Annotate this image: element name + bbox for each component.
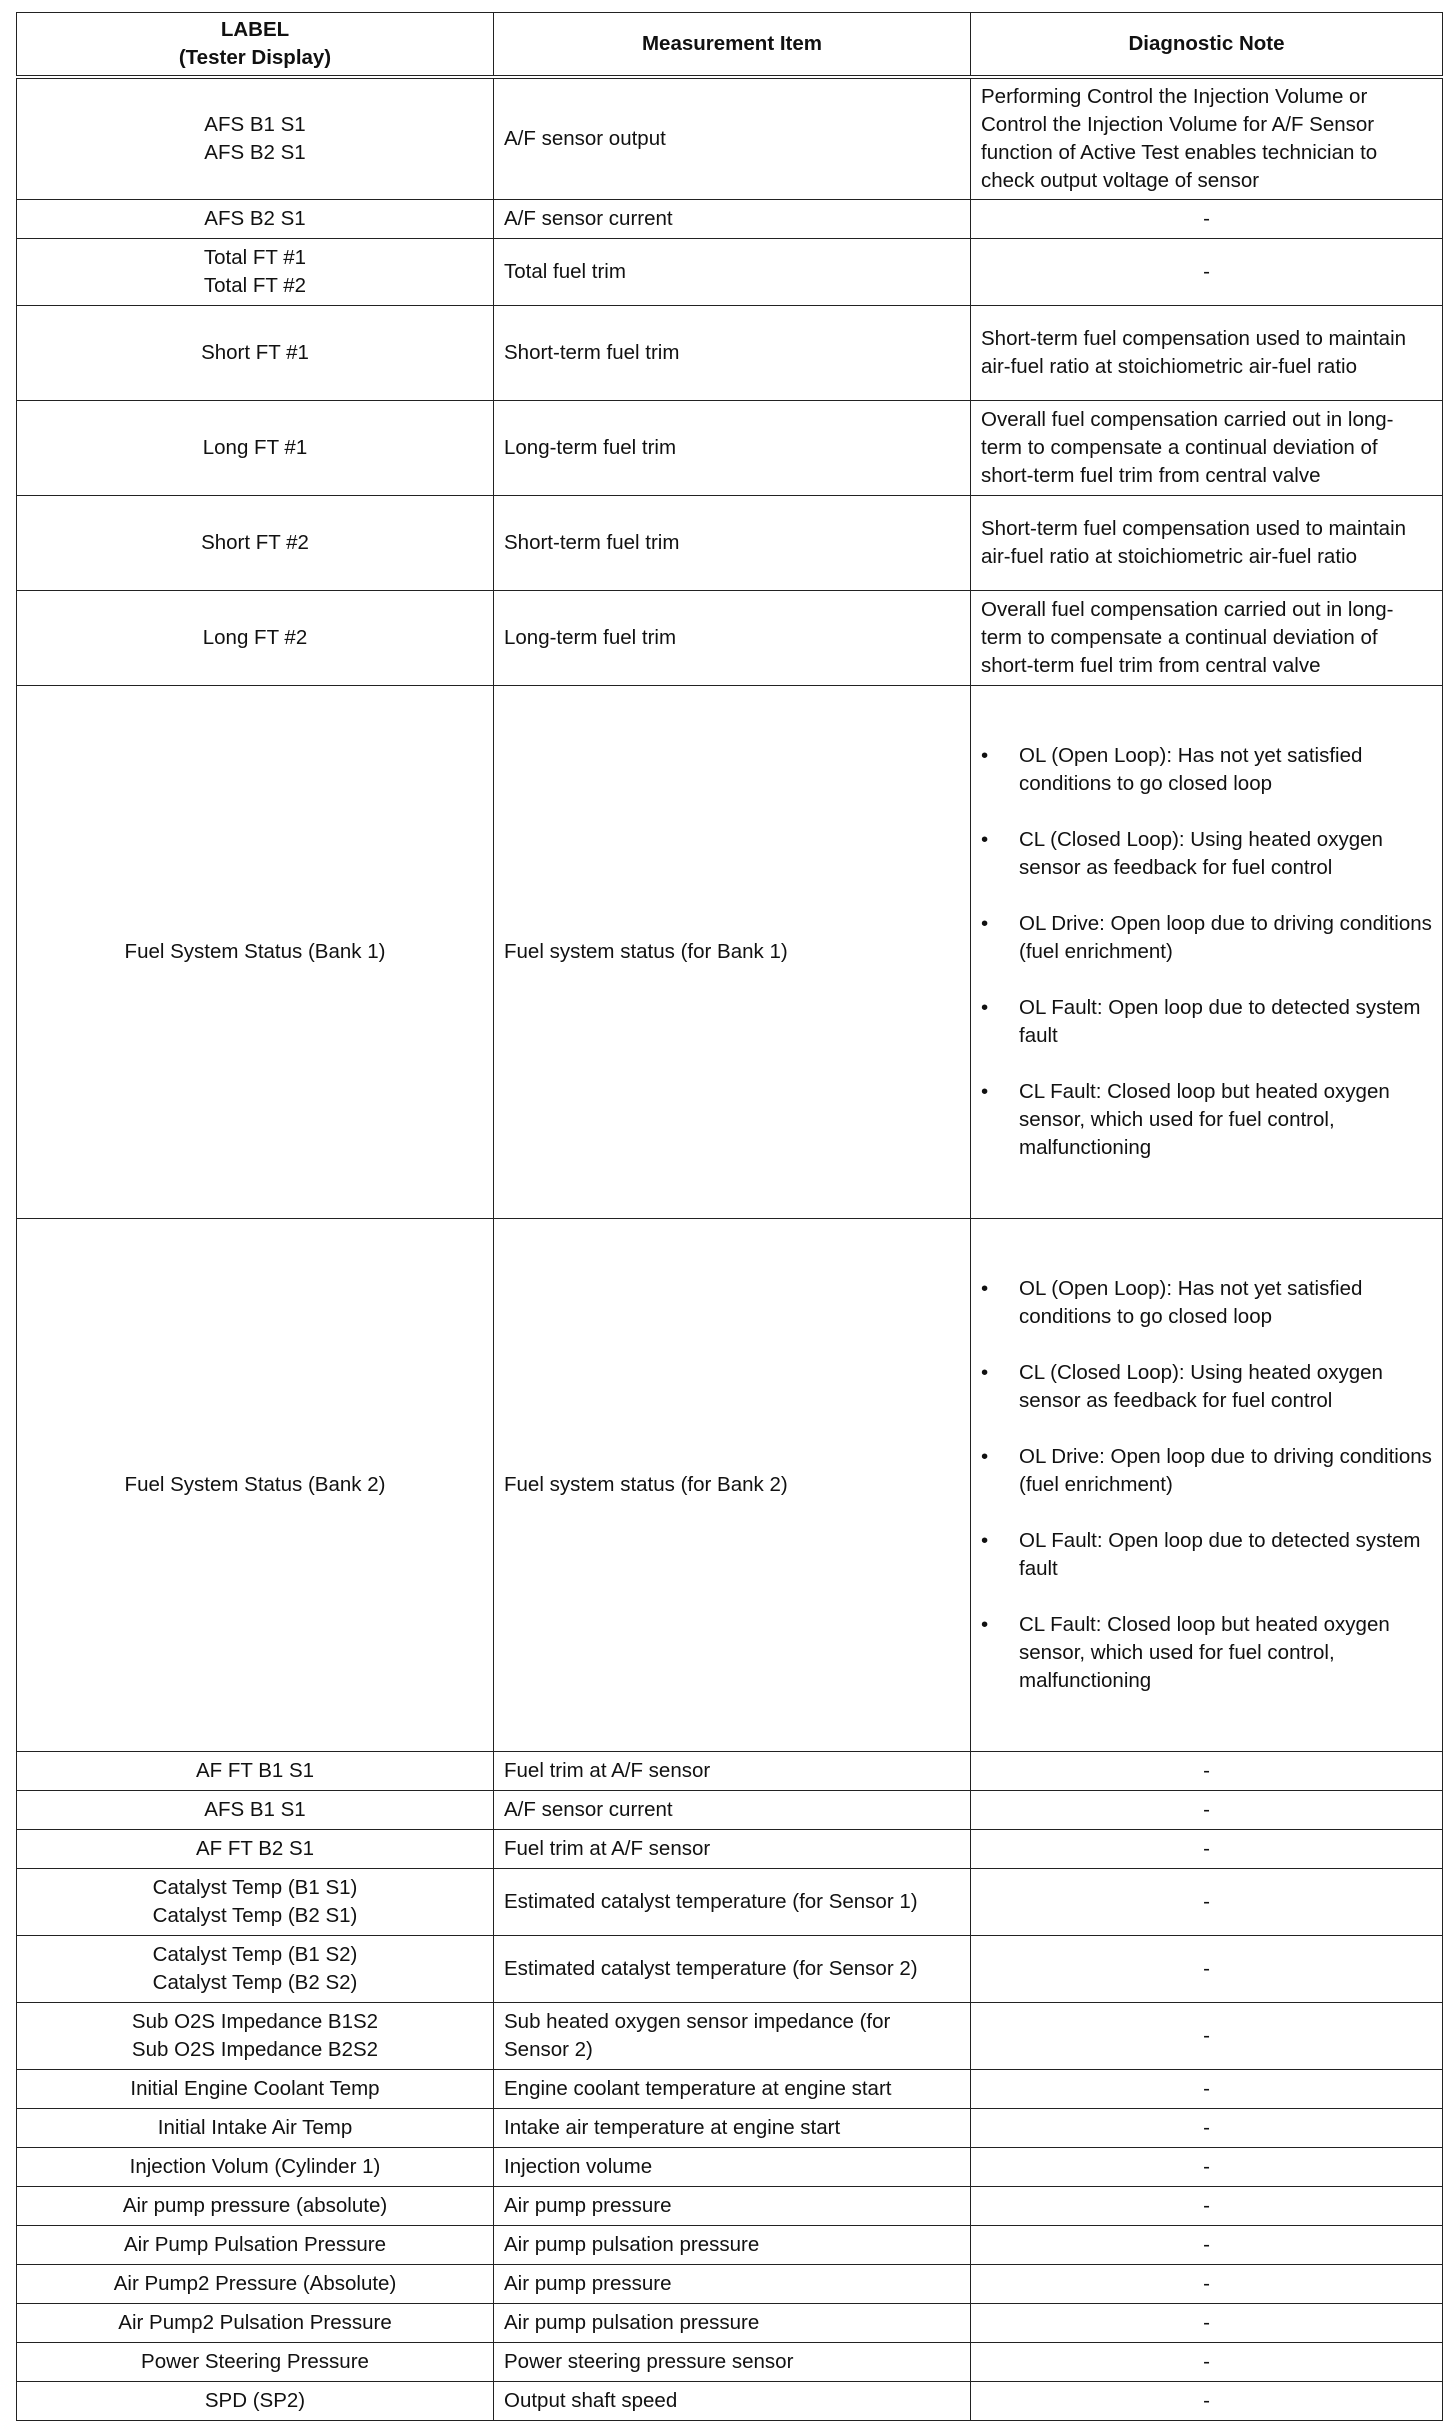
measurement-cell: Total fuel trim	[494, 238, 971, 305]
measurement-cell: Short-term fuel trim	[494, 305, 971, 400]
bullet-item: • CL Fault: Closed loop but heated oxygen sensor, which used for fuel control, malfunctioning	[979, 1611, 1438, 1695]
table-row	[17, 77, 1443, 199]
note-cell: Overall fuel compensation carried out in long-term to compensate a continual deviation of short-term fuel trim from central valve	[971, 400, 1443, 495]
note-cell: -	[971, 2069, 1443, 2108]
measurement-cell: Engine coolant temperature at engine start	[494, 2069, 971, 2108]
table-row	[17, 2002, 1443, 2069]
label-cell: Air Pump2 Pulsation Pressure	[17, 2303, 494, 2342]
table-row	[17, 1790, 1443, 1829]
table-row	[17, 2186, 1443, 2225]
note-cell: Short-term fuel compensation used to maintain air-fuel ratio at stoichiometric air-fuel ratio	[971, 495, 1443, 590]
label-cell: Injection Volum (Cylinder 1)	[17, 2147, 494, 2186]
label-cell: AFS B1 S1 AFS B2 S1	[17, 77, 494, 199]
note-cell: -	[971, 1868, 1443, 1935]
table-row	[17, 199, 1443, 238]
note-cell: -	[971, 2186, 1443, 2225]
table-row	[17, 1218, 1443, 1751]
bullet-item: • OL Drive: Open loop due to driving conditions (fuel enrichment)	[979, 910, 1438, 966]
table-row	[17, 2381, 1443, 2420]
table-row	[17, 2303, 1443, 2342]
measurement-cell: Fuel trim at A/F sensor	[494, 1829, 971, 1868]
label-cell: Air pump pressure (absolute)	[17, 2186, 494, 2225]
table-row	[17, 305, 1443, 400]
note-cell: Performing Control the Injection Volume or Control the Injection Volume for A/F Sensor function of Active Test enables technician to check output voltage of sensor	[971, 77, 1443, 199]
label-cell: Air Pump Pulsation Pressure	[17, 2225, 494, 2264]
measurement-cell: Fuel system status (for Bank 1)	[494, 685, 971, 1218]
measurement-cell: Long-term fuel trim	[494, 400, 971, 495]
note-cell: -	[971, 1751, 1443, 1790]
label-cell: Air Pump2 Pressure (Absolute)	[17, 2264, 494, 2303]
label-cell: AFS B2 S1	[17, 199, 494, 238]
note-cell: -	[971, 238, 1443, 305]
note-cell: -	[971, 2381, 1443, 2420]
measurement-cell: A/F sensor output	[494, 77, 971, 199]
note-cell: -	[971, 199, 1443, 238]
header-label-line1: LABEL	[220, 18, 290, 41]
note-cell: -	[971, 2303, 1443, 2342]
measurement-cell: Air pump pulsation pressure	[494, 2303, 971, 2342]
measurement-cell: Air pump pressure	[494, 2186, 971, 2225]
note-cell	[971, 685, 1443, 1218]
bullet-item: • OL Fault: Open loop due to detected system fault	[979, 994, 1438, 1050]
table-row	[17, 2147, 1443, 2186]
header-measurement: Measurement Item	[494, 13, 971, 78]
table-row	[17, 1829, 1443, 1868]
data-list-table	[16, 12, 1443, 2421]
note-cell: -	[971, 1829, 1443, 1868]
note-cell: -	[971, 2264, 1443, 2303]
document-page	[16, 12, 1443, 2421]
table-header	[17, 13, 1443, 78]
table-row	[17, 2264, 1443, 2303]
measurement-cell: Output shaft speed	[494, 2381, 971, 2420]
table-body	[17, 77, 1443, 2420]
bullet-item: • OL Fault: Open loop due to detected system fault	[979, 1527, 1438, 1583]
measurement-cell: A/F sensor current	[494, 199, 971, 238]
table-row	[17, 400, 1443, 495]
table-row	[17, 2069, 1443, 2108]
note-cell: -	[971, 2108, 1443, 2147]
note-cell: -	[971, 2225, 1443, 2264]
label-cell: Long FT #2	[17, 590, 494, 685]
header-note: Diagnostic Note	[971, 13, 1443, 78]
measurement-cell: Air pump pressure	[494, 2264, 971, 2303]
label-cell: Initial Intake Air Temp	[17, 2108, 494, 2147]
table-row	[17, 495, 1443, 590]
label-cell: Initial Engine Coolant Temp	[17, 2069, 494, 2108]
measurement-cell: Air pump pulsation pressure	[494, 2225, 971, 2264]
measurement-cell: Sub heated oxygen sensor impedance (for Sensor 2)	[494, 2002, 971, 2069]
note-cell: -	[971, 2342, 1443, 2381]
bullet-item: • OL (Open Loop): Has not yet satisfied conditions to go closed loop	[979, 742, 1438, 798]
table-row	[17, 2108, 1443, 2147]
header-label	[17, 13, 494, 78]
table-row	[17, 1935, 1443, 2002]
bullet-item: • CL Fault: Closed loop but heated oxygen sensor, which used for fuel control, malfunctioning	[979, 1078, 1438, 1162]
measurement-cell: A/F sensor current	[494, 1790, 971, 1829]
label-cell: Fuel System Status (Bank 1)	[17, 685, 494, 1218]
measurement-cell: Estimated catalyst temperature (for Sensor 1)	[494, 1868, 971, 1935]
label-cell: Catalyst Temp (B1 S2) Catalyst Temp (B2 S2)	[17, 1935, 494, 2002]
bullet-item: • OL Drive: Open loop due to driving conditions (fuel enrichment)	[979, 1443, 1438, 1499]
table-row	[17, 590, 1443, 685]
note-cell	[971, 1218, 1443, 1751]
label-cell: Catalyst Temp (B1 S1) Catalyst Temp (B2 S1)	[17, 1868, 494, 1935]
label-cell: AFS B1 S1	[17, 1790, 494, 1829]
table-row	[17, 1868, 1443, 1935]
label-cell: AF FT B2 S1	[17, 1829, 494, 1868]
label-cell: Sub O2S Impedance B1S2 Sub O2S Impedance B2S2	[17, 2002, 494, 2069]
note-cell: -	[971, 1790, 1443, 1829]
measurement-cell: Fuel system status (for Bank 2)	[494, 1218, 971, 1751]
label-cell: Total FT #1 Total FT #2	[17, 238, 494, 305]
header-label-line2: (Tester Display)	[178, 46, 332, 69]
header-row	[17, 13, 1443, 78]
label-cell: SPD (SP2)	[17, 2381, 494, 2420]
table-row	[17, 2342, 1443, 2381]
measurement-cell: Long-term fuel trim	[494, 590, 971, 685]
status-bullet-list	[979, 1247, 1438, 1723]
measurement-cell: Short-term fuel trim	[494, 495, 971, 590]
label-cell: Long FT #1	[17, 400, 494, 495]
bullet-item: • CL (Closed Loop): Using heated oxygen sensor as feedback for fuel control	[979, 826, 1438, 882]
bullet-item: • OL (Open Loop): Has not yet satisfied conditions to go closed loop	[979, 1275, 1438, 1331]
table-row	[17, 238, 1443, 305]
note-cell: Overall fuel compensation carried out in long-term to compensate a continual deviation of short-term fuel trim from central valve	[971, 590, 1443, 685]
label-cell: Short FT #2	[17, 495, 494, 590]
bullet-item: • CL (Closed Loop): Using heated oxygen sensor as feedback for fuel control	[979, 1359, 1438, 1415]
table-row	[17, 1751, 1443, 1790]
measurement-cell: Power steering pressure sensor	[494, 2342, 971, 2381]
label-cell: Power Steering Pressure	[17, 2342, 494, 2381]
status-bullet-list	[979, 714, 1438, 1190]
note-cell: Short-term fuel compensation used to maintain air-fuel ratio at stoichiometric air-fuel ratio	[971, 305, 1443, 400]
table-row	[17, 2225, 1443, 2264]
note-cell: -	[971, 2147, 1443, 2186]
note-cell: -	[971, 1935, 1443, 2002]
measurement-cell: Intake air temperature at engine start	[494, 2108, 971, 2147]
measurement-cell: Estimated catalyst temperature (for Sensor 2)	[494, 1935, 971, 2002]
label-cell: AF FT B1 S1	[17, 1751, 494, 1790]
table-row	[17, 685, 1443, 1218]
measurement-cell: Injection volume	[494, 2147, 971, 2186]
label-cell: Fuel System Status (Bank 2)	[17, 1218, 494, 1751]
label-cell: Short FT #1	[17, 305, 494, 400]
note-cell: -	[971, 2002, 1443, 2069]
measurement-cell: Fuel trim at A/F sensor	[494, 1751, 971, 1790]
